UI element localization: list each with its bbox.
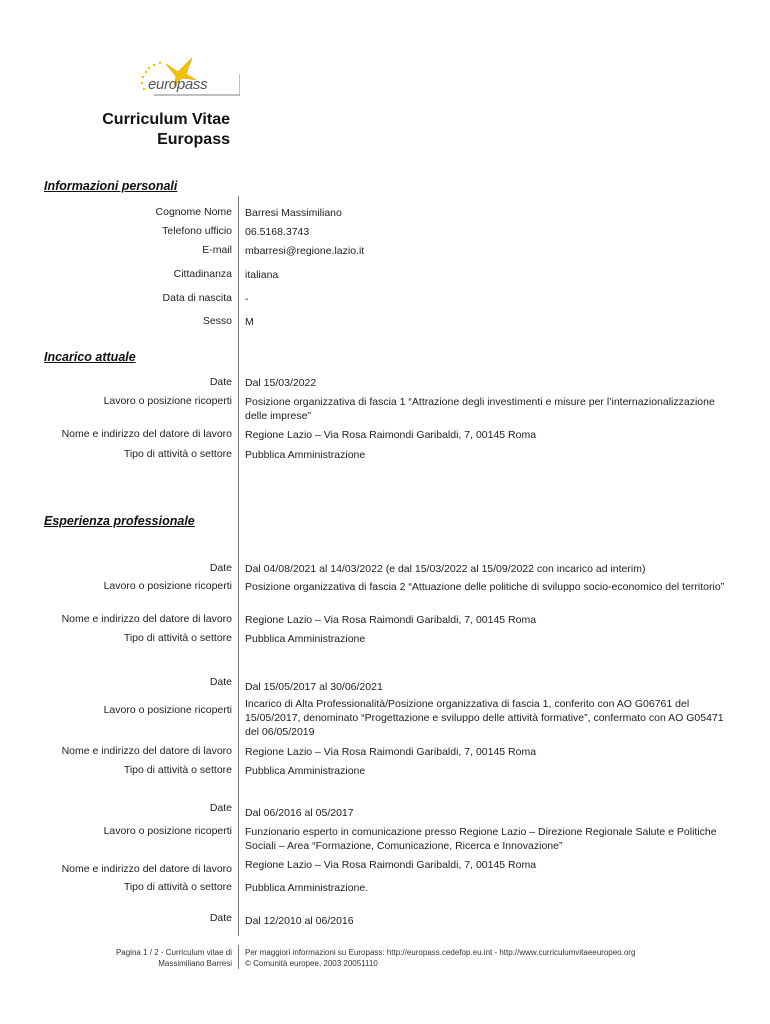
footer-page-number: Pagina 1 / 2 - Curriculum vitae di (115, 948, 232, 957)
value-exp2-employer: Regione Lazio – Via Rosa Raimondi Garibaldi, 7, 00145 Roma (245, 746, 537, 758)
value-current-job: Posizione organizzativa di fascia 1 “Attrazione degli investimenti e misure per l’internazionalizzazione delle imprese” (245, 396, 715, 422)
label-exp3-employer: Nome e indirizzo del datore di lavoro (61, 863, 232, 875)
label-exp3-job: Lavoro o posizione ricoperti (103, 825, 232, 837)
footer-info (245, 947, 635, 969)
value-sesso: M (245, 316, 254, 328)
label-exp2-sector: Tipo di attività o settore (123, 764, 232, 776)
label-email: E-mail (202, 244, 232, 256)
value-exp3-job: Funzionario esperto in comunicazione presso Regione Lazio – Direzione Regionale Salute e Politiche Sociali – Area “Formazione, Comunicazione, Ricerca e Innovazione” (245, 826, 717, 852)
value-telefono: 06.5168.3743 (245, 226, 310, 238)
value-exp1-job: Posizione organizzativa di fascia 2 “Attuazione delle politiche di sviluppo socio-economico del territorio” (245, 581, 725, 593)
value-exp4-date: Dal 12/2010 al 06/2016 (245, 915, 354, 927)
label-current-job: Lavoro o posizione ricoperti (103, 395, 232, 407)
value-email: mbarresi@regione.lazio.it (245, 245, 365, 257)
value-exp2-date: Dal 15/05/2017 al 30/06/2021 (245, 681, 383, 693)
label-exp1-date: Date (209, 562, 232, 574)
value-exp2-job: Incarico di Alta Professionalità/Posizione organizzativa di fascia 1, conferito con AO G06761 del 15/05/2017, denominato “Progettazione e sviluppo delle attività formative”, confermato con AO G05471 del 06/05/2019 (245, 698, 724, 738)
page-title-line1: Curriculum Vitae (102, 111, 230, 128)
value-exp2-sector: Pubblica Amministrazione (245, 765, 366, 777)
label-data-nascita: Data di nascita (162, 292, 232, 304)
value-exp1-sector: Pubblica Amministrazione (245, 633, 366, 645)
footer-page-info (116, 947, 232, 969)
value-exp3-date: Dal 06/2016 al 05/2017 (245, 807, 354, 819)
label-exp2-date: Date (209, 676, 232, 688)
section-heading-personal: Informazioni personali (44, 179, 178, 193)
label-exp4-date: Date (209, 912, 232, 924)
value-exp3-sector: Pubblica Amministrazione. (245, 882, 369, 894)
label-exp1-sector: Tipo di attività o settore (123, 632, 232, 644)
value-cognome-nome: Barresi Massimiliano (245, 207, 342, 219)
footer-divider (238, 945, 239, 969)
section-heading-experience: Esperienza professionale (44, 514, 195, 528)
europass-logo (134, 52, 240, 98)
label-exp2-employer: Nome e indirizzo del datore di lavoro (61, 745, 232, 757)
label-exp3-date: Date (209, 802, 232, 814)
value-current-employer: Regione Lazio – Via Rosa Raimondi Garibaldi, 7, 00145 Roma (245, 429, 537, 441)
footer-copyright: © Comunità europee, 2003 20051110 (245, 959, 378, 968)
label-cognome-nome: Cognome Nome (155, 206, 232, 218)
footer-europass-links: Per maggiori informazioni su Europass: http://europass.cedefop.eu.int - http://www.curriculumvitaeeuropeo.org (245, 948, 636, 957)
label-current-date: Date (209, 376, 232, 388)
value-cittadinanza: italiana (245, 269, 279, 281)
value-current-date: Dal 15/03/2022 (245, 377, 317, 389)
label-exp3-sector: Tipo di attività o settore (123, 881, 232, 893)
label-exp1-job: Lavoro o posizione ricoperti (103, 580, 232, 592)
label-exp2-job: Lavoro o posizione ricoperti (103, 704, 232, 716)
label-cittadinanza: Cittadinanza (173, 268, 232, 280)
label-exp1-employer: Nome e indirizzo del datore di lavoro (61, 613, 232, 625)
value-exp1-date: Dal 04/08/2021 al 14/03/2022 (e dal 15/03/2022 al 15/09/2022 con incarico ad interim) (245, 563, 646, 575)
label-current-sector: Tipo di attività o settore (123, 448, 232, 460)
section-heading-current: Incarico attuale (44, 350, 136, 364)
value-exp1-employer: Regione Lazio – Via Rosa Raimondi Garibaldi, 7, 00145 Roma (245, 614, 537, 626)
label-telefono: Telefono ufficio (162, 225, 232, 237)
europass-logo-text: europass (148, 76, 208, 93)
page-title (102, 110, 230, 150)
value-exp3-employer: Regione Lazio – Via Rosa Raimondi Garibaldi, 7, 00145 Roma (245, 859, 537, 871)
label-sesso: Sesso (202, 315, 232, 327)
value-data-nascita: - (245, 293, 249, 305)
value-current-sector: Pubblica Amministrazione (245, 449, 366, 461)
label-current-employer: Nome e indirizzo del datore di lavoro (61, 428, 232, 440)
column-divider (238, 196, 239, 936)
footer-author: Massimiliano Barresi (158, 959, 232, 968)
page-title-line2: Europass (157, 131, 230, 148)
